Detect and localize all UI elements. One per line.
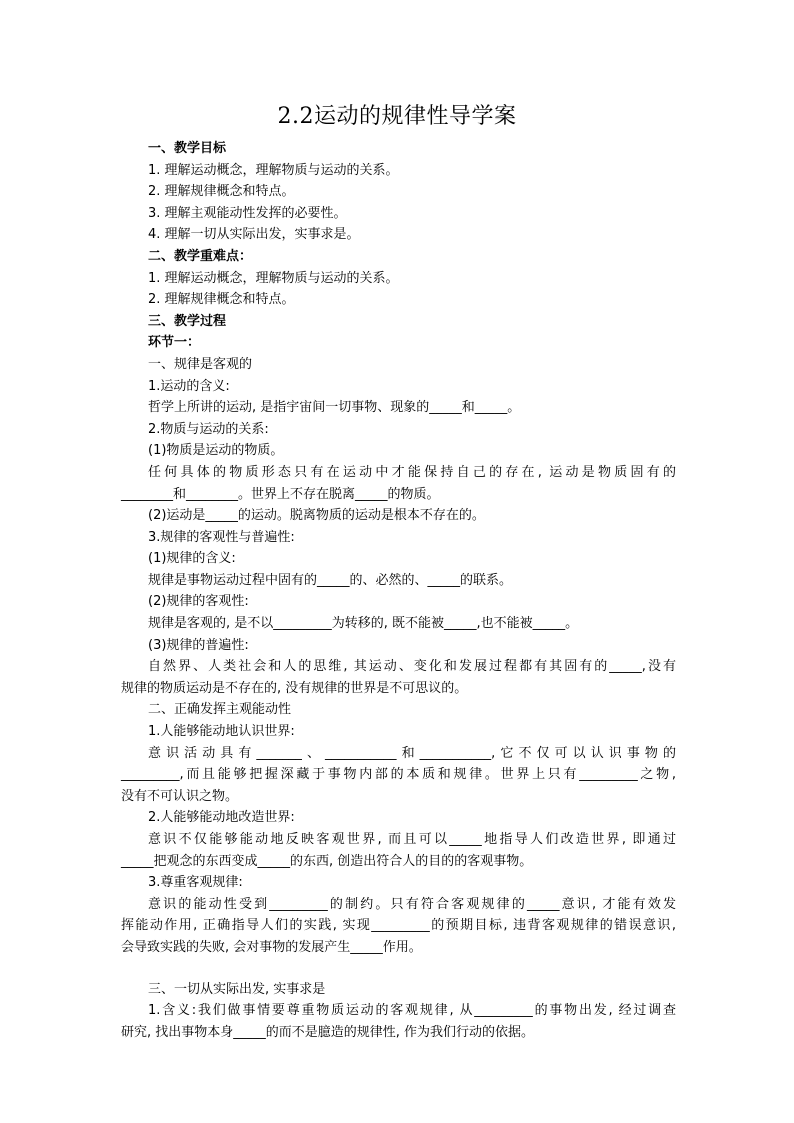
text-line: 2.物质与运动的关系: bbox=[148, 421, 269, 437]
text-line: 规律的物质运动是不存在的, 没有规律的世界是不可思议的。 bbox=[121, 680, 468, 696]
text-line: 三、一切从实际出发, 实事求是 bbox=[148, 981, 326, 997]
text-line: 1.运动的含义: bbox=[148, 378, 230, 394]
text-line: 1. 理解运动概念，理解物质与运动的关系。 bbox=[148, 162, 399, 178]
text-line: 意识的能动性受到_________的制约。只有符合客观规律的_____意识, 才能有效发 bbox=[148, 896, 676, 912]
text-line: (2)规律的客观性: bbox=[148, 594, 249, 610]
text-line: 2.人能够能动地改造世界: bbox=[148, 810, 295, 826]
text-line: 规律是客观的, 是不以_________为转移的, 既不能被_____,也不能被_____。 bbox=[148, 616, 579, 632]
text-line: 1. 理解运动概念，理解物质与运动的关系。 bbox=[148, 270, 399, 286]
text-line: 规律是事物运动过程中固有的_____的、必然的、_____的联系。 bbox=[148, 572, 513, 588]
text-line: 研究, 找出事物本身_____的而不是臆造的规律性, 作为我们行动的依据。 bbox=[121, 1024, 535, 1040]
text-line: 1.人能够能动地认识世界: bbox=[148, 724, 295, 740]
text-line: 任何具体的物质形态只有在运动中才能保持自己的存在, 运动是物质固有的 bbox=[148, 464, 676, 480]
text-line: 4. 理解一切从实际出发，实事求是。 bbox=[148, 227, 360, 243]
text-line: 会导致实践的失败, 会对事物的发展产生_____作用。 bbox=[121, 939, 422, 955]
text-line: ________和________。世界上不存在脱离_____的物质。 bbox=[121, 486, 440, 502]
text-line: 哲学上所讲的运动, 是指宇宙间一切事物、现象的_____和_____。 bbox=[148, 400, 521, 416]
text-line: 3.尊重客观规律: bbox=[148, 875, 243, 891]
document-body bbox=[121, 138, 678, 1043]
text-line: _________,而且能够把握深藏于事物内部的本质和规律。世界上只有_________之物, bbox=[121, 767, 676, 783]
text-line: (1)物质是运动的物质。 bbox=[148, 443, 284, 459]
text-line: (3)规律的普遍性: bbox=[148, 637, 249, 653]
text-line: (2)运动是_____的运动。脱离物质的运动是根本不存在的。 bbox=[148, 508, 485, 524]
text-line: 一、规律是客观的 bbox=[148, 356, 253, 372]
text-line: (1)规律的含义: bbox=[148, 551, 236, 567]
text-line: 2. 理解规律概念和特点。 bbox=[148, 292, 295, 308]
text-line: 意识不仅能够能动地反映客观世界, 而且可以_____地指导人们改造世界, 即通过 bbox=[148, 832, 676, 847]
text-line: 没有不可认识之物。 bbox=[121, 788, 239, 804]
text-line: 3.规律的客观性与普遍性: bbox=[148, 529, 295, 545]
section-heading: 一、教学目标 bbox=[148, 141, 227, 156]
text-line: _____把观念的东西变成_____的东西, 创造出符合人的目的的客观事物。 bbox=[121, 853, 533, 869]
text-line: 1.含义:我们做事情要尊重物质运动的客观规律, 从_________的事物出发, 经过调查 bbox=[148, 1003, 676, 1019]
section-heading: 环节一： bbox=[148, 335, 201, 351]
blank-line bbox=[148, 959, 678, 979]
document-title: 2.2运动的规律性导学案 bbox=[277, 104, 517, 129]
section-heading: 三、教学过程 bbox=[148, 313, 227, 329]
text-line: 意识活动具有_______、___________和___________,它不仅可以认识事物的 bbox=[148, 745, 676, 761]
text-line: 自然界、人类社会和人的思维, 其运动、变化和发展过程都有其固有的_____,没有 bbox=[148, 659, 676, 675]
text-line: 二、正确发挥主观能动性 bbox=[148, 702, 292, 718]
section-heading: 二、教学重难点： bbox=[148, 248, 253, 264]
text-line: 2. 理解规律概念和特点。 bbox=[148, 184, 295, 200]
text-line: 3. 理解主观能动性发挥的必要性。 bbox=[148, 205, 347, 221]
text-line: 挥能动作用, 正确指导人们的实践, 实现_________的预期目标, 违背客观规律的错误意识, bbox=[121, 918, 676, 934]
